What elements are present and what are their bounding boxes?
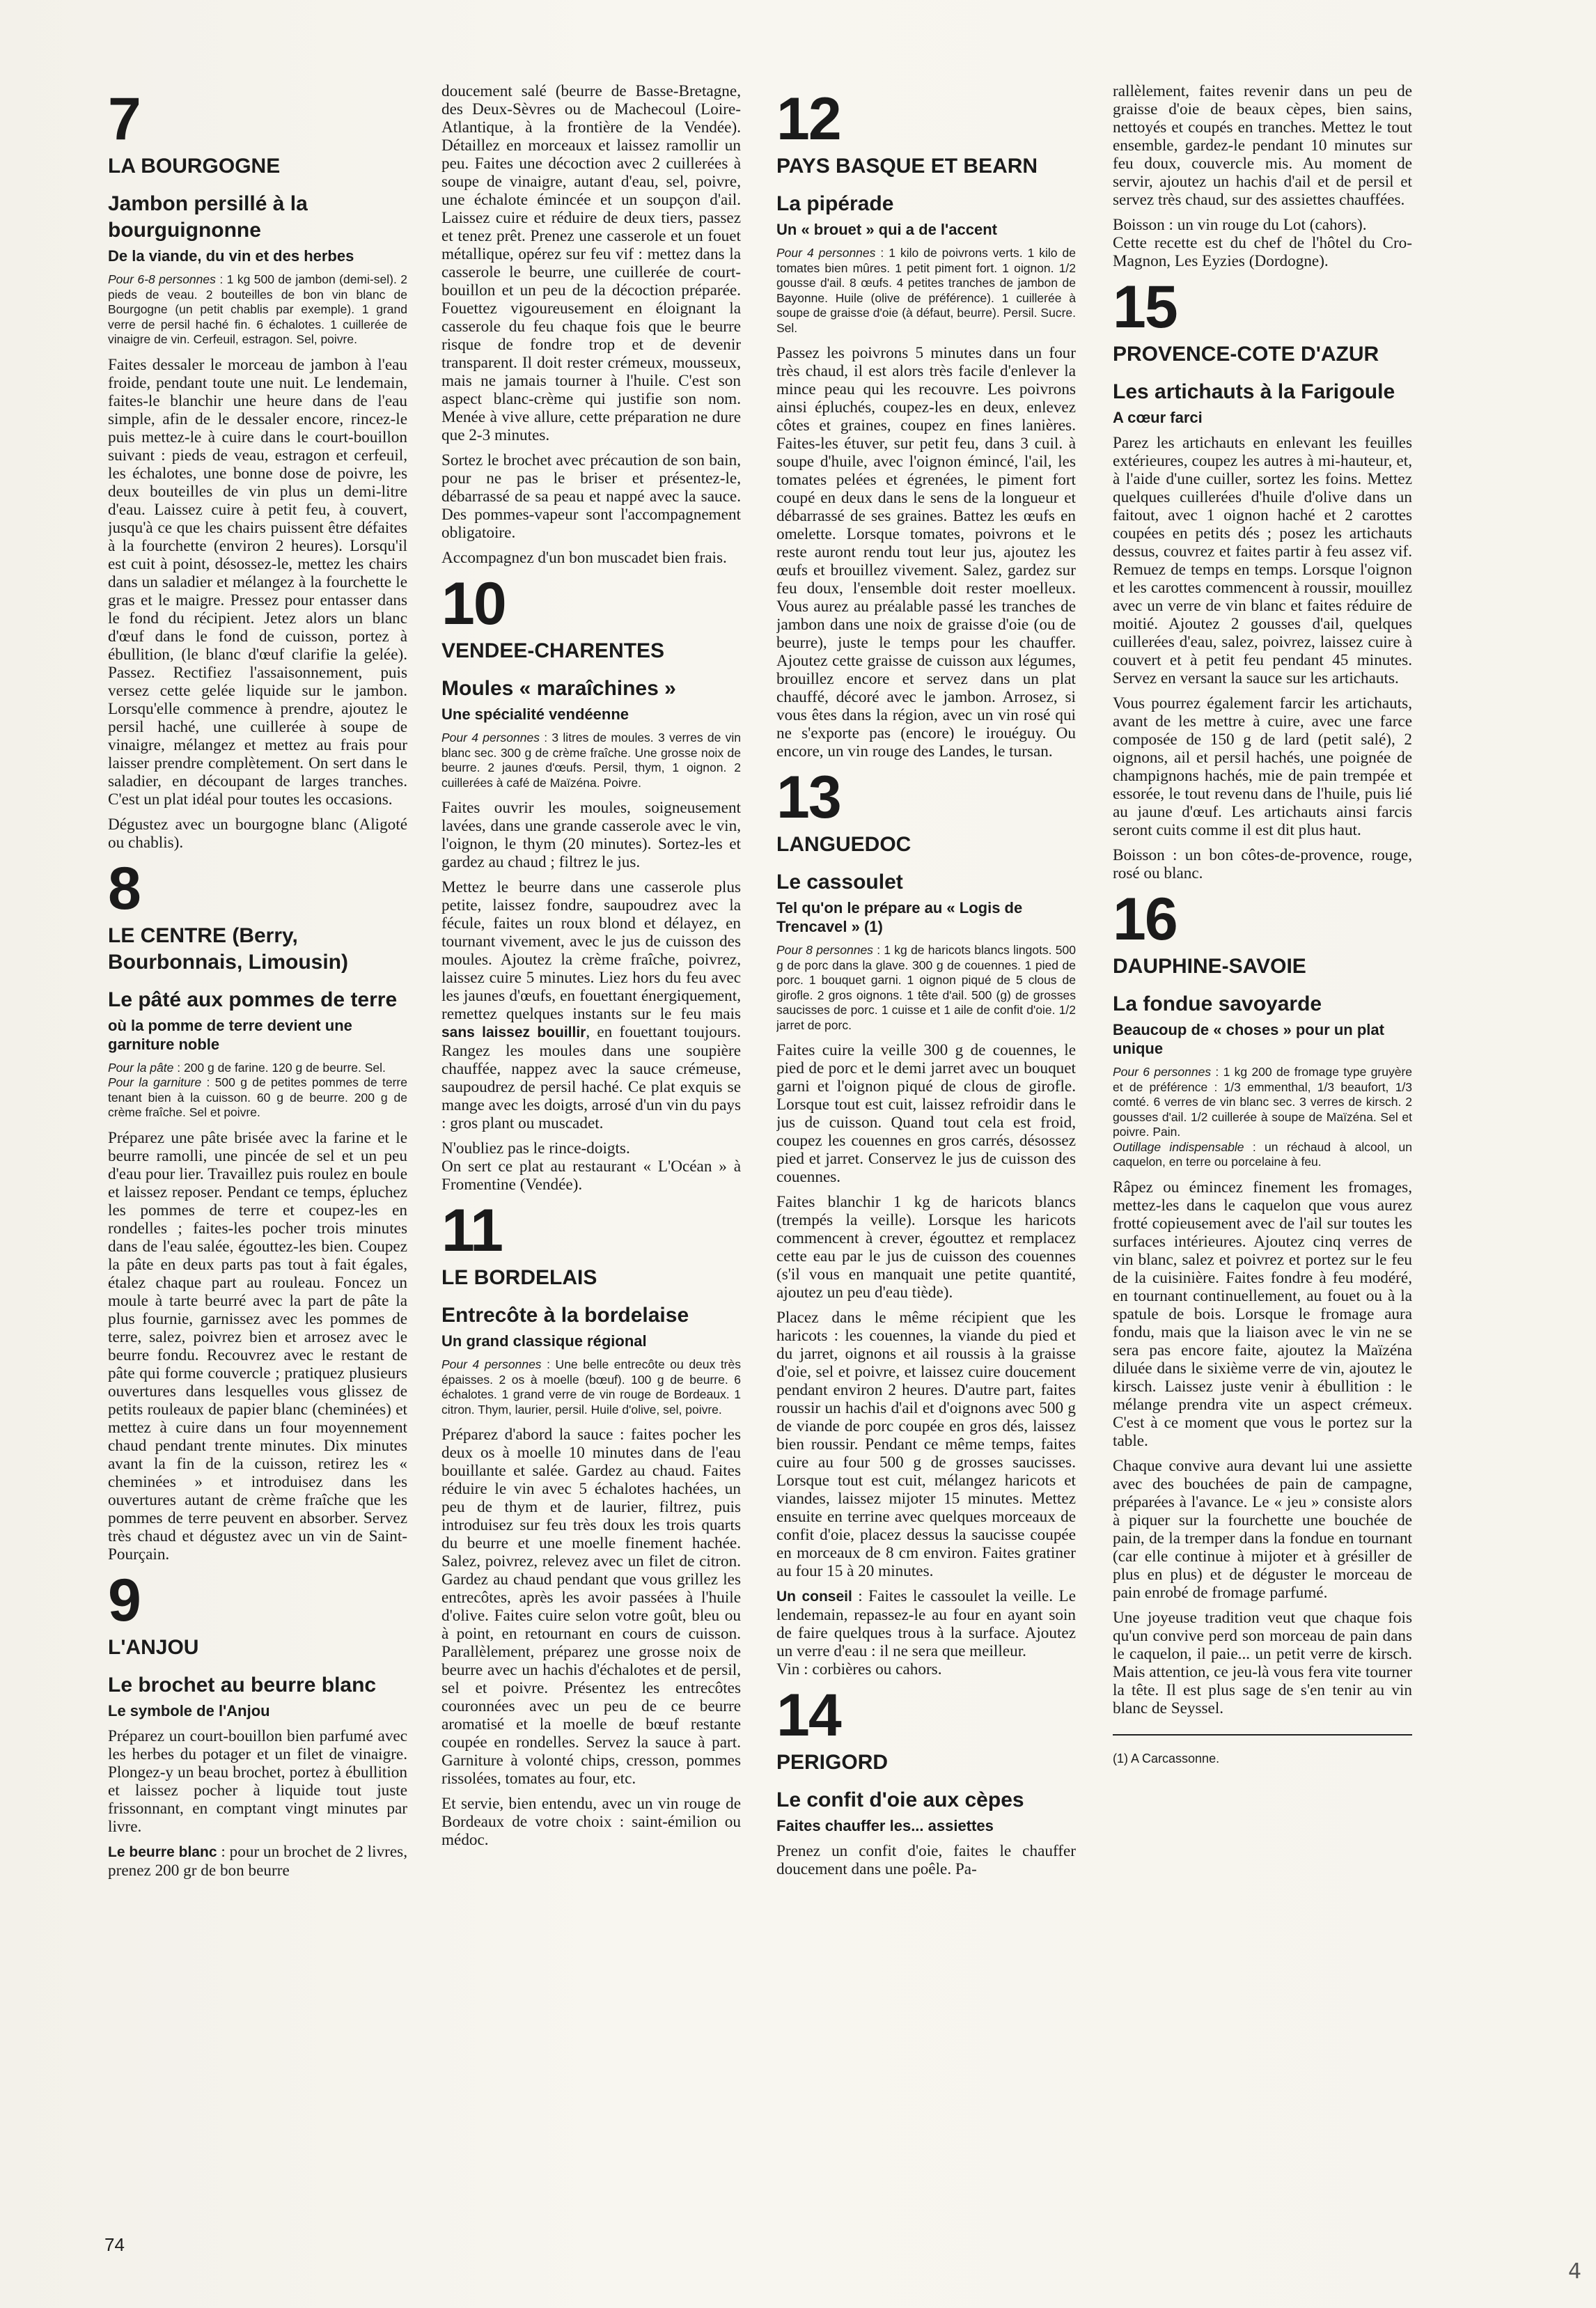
ingredients-text: : 200 g de farine. 120 g de beurre. Sel. — [173, 1060, 386, 1075]
paragraph-label: Un conseil — [776, 1589, 852, 1605]
dish-subtitle: De la viande, du vin et des herbes — [108, 247, 354, 265]
ingredients-label: Pour 4 personnes — [441, 731, 540, 744]
ingredients — [108, 272, 407, 348]
recipe-15 — [1113, 274, 1412, 882]
recipe-paragraph: Préparez un court-bouillon bien parfumé avec les herbes du potager et un filet de vinaigre. Plongez-y un beau brochet, portez à ébullition et laissez pocher à liquide tout juste frissonnant, en comptant vingt minutes par livre. — [108, 1726, 407, 1836]
recipe-number: 9 — [108, 1566, 140, 1634]
region-title: VENDEE-CHARENTES — [441, 639, 665, 662]
paragraph-label: Le beurre blanc — [108, 1843, 217, 1860]
dish-title: Le brochet au beurre blanc — [108, 1673, 377, 1697]
recipe-paragraph: Faites ouvrir les moules, soigneusement lavées, dans une grande casserole avec le vin, l'oignon, le thym (20 minutes). Sortez-les et gardez au chaud ; filtrez le jus. — [441, 799, 741, 871]
ingredients-text: : 1 kg 500 de jambon (demi-sel). 2 pieds de veau. 2 bouteilles de bon vin blanc de Bourgogne (un petit chablis par exemple). 1 grand verre de persil haché fin. 6 échalotes. 1 cuillerée de vinaigre de vin. Cerfeuil, estragon. Sel, poivre. — [108, 272, 407, 346]
region-title: DAUPHINE-SAVOIE — [1113, 955, 1306, 978]
recipe-paragraph: Placez dans le même récipient que les haricots : les couennes, la viande du pied et du jarret, oignons et ail roussis à la graisse d'oie, sel et poivre, et laissez cuire doucement pendant environ 2 heures. D'autre part, faites roussir un hachis d'ail et d'oignons avec 500 g de viande de porc coupée en gros dés, laissez bien roussir. Pendant ce même temps, faites cuire au four 500 g de grosses saucisses. Lorsque tout est cuit, mélangez haricots et viandes, laissez mijoter 15 minutes. Mettez ensuite en terrine avec quelques morceaux de confit d'oie, placez dessus la saucisse coupée en morceaux de 8 cm environ. Faites gratiner au four 15 à 20 minutes. — [776, 1309, 1076, 1580]
recipe-paragraph — [441, 878, 741, 1132]
ingredients — [441, 1357, 741, 1417]
paragraph-text: Mettez le beurre dans une casserole plus petite, laissez fondre, saupoudrez avec la fécule, faites un roux blond et délayez, en tournant vivement, avec le jus de cuisson des moules. Ajoutez la crème fraîche, poivrez, laissez cuire 5 minutes. Liez hors du feu avec les jaunes d'œufs, en fouettant énergiquement, remettez quelques instants sur le feu mais — [441, 878, 741, 1023]
recipe-number: 15 — [1113, 274, 1177, 341]
ingredients-text: : 1 kg de haricots blancs lingots. 500 g de porc dans la glave. 300 g de couennes. 1 pied de porc. 1 bouquet garni. 1 oignon piqué de 5 clous de girofle. 2 gros oignons. 1 tête d'ail. 500 (g) de grosses saucisses de porc. 1 cuisse et 1 aile de confit d'oie. 1/2 jarret de porc. — [776, 943, 1076, 1032]
recipe-number: 7 — [108, 86, 140, 153]
recipe-paragraph: Préparez une pâte brisée avec la farine et le beurre ramolli, une pincée de sel et un peu d'eau pour lier. Travaillez puis roulez en boule et laissez reposer. Pendant ce temps, épluchez les pommes de terre et coupez-les en rondelles ; faites-les pocher trois minutes dans de l'eau salée, égouttez-les bien. Coupez la pâte en deux parts pas tout à fait égales, étalez chaque part au rouleau. Foncez un moule à tarte beurré avec la part de pâte la plus fournie, garnissez avec les pommes de terre, salez, poivrez bien et arrosez avec le beurre fondu. Recouvrez avec le restant de pâte qui forme couvercle ; pratiquez plusieurs ouvertures dans lesquelles vous glissez de petits rouleaux de papier blanc (cheminées) et mettez à cuire dans un four moyennement chaud pendant trente minutes. Dix minutes avant la fin de la cuisson, retirez les « cheminées » et introduisez dans les ouvertures autant de crème fraîche que les pommes de terre peuvent en absorber. Servez très chaud et dégustez avec un vin de Saint-Pourçain. — [108, 1128, 407, 1564]
paragraph-text: , en fouettant toujours. Rangez les moules dans une soupière chauffée, nappez avec la sauce crémeuse, saupoudrez de persil haché. Ce plat exquis se mange avec les doigts, arrosé d'un vin du pays : gros plant ou muscadet. — [441, 1023, 741, 1132]
ingredients-text: : 1 kilo de poivrons verts. 1 kilo de tomates bien mûres. 1 petit piment fort. 1 oignon. 1/2 gousse d'ail. 8 œufs. 4 petites tranches de jambon de Bayonne. Huile (olive de préférence). 1 cuillerée à soupe de graisse d'oie (à défaut, beurre). Persil. Sucre. Sel. — [776, 246, 1076, 335]
paragraph-emphasis: sans laissez bouillir — [441, 1024, 586, 1040]
region-title: PERIGORD — [776, 1751, 889, 1774]
recipe-number: 13 — [776, 764, 840, 831]
region-title: PAYS BASQUE ET BEARN — [776, 155, 1038, 178]
recipe-paragraph: Dégustez avec un bourgogne blanc (Aligoté ou chablis). — [108, 815, 407, 852]
recipe-11 — [441, 1197, 741, 1849]
region-title: LA BOURGOGNE — [108, 155, 281, 178]
recipe-paragraph: Vin : corbières ou cahors. — [776, 1660, 942, 1678]
recipe-paragraph: doucement salé (beurre de Basse-Bretagne, des Deux-Sèvres ou de Machecoul (Loire-Atlantique, à la frontière de la Vendée). Détaillez en morceaux et laissez ramollir un peu. Faites une décoction avec 2 cuillerées à soupe de vinaigre, autant d'eau, sel, poivre, une échalote émincée et un soupçon d'ail. Laissez cuire et réduire de deux tiers, passez et tenez prêt. Prenez une casserole et un fouet métallique, opérez sur feu vif : mettez dans la casserole le beurre, une cuillerée de court-bouillon et un peu de la décoction préparée. Fouettez vigoureusement en éloignant la casserole du feu chaque fois que le beurre risque de fondre trop et de devenir transparent. Il doit rester crémeux, mousseux, mais ne jamais tourner à l'huile. C'est son aspect blanc-crème qui justifie son nom. Menée à vive allure, cette préparation ne dure que 2-3 minutes. — [441, 82, 741, 444]
dish-title: Entrecôte à la bordelaise — [441, 1304, 689, 1327]
ingredients — [776, 246, 1076, 336]
recipe-paragraph: Faites dessaler le morceau de jambon à l'eau froide, pendant toute une nuit. Le lendemain, faites-le blanchir une heure dans de l'eau simple, afin de le dessaler encore, rincez-le puis mettez-le à cuire dans le court-bouillon suivant : pieds de veau, estragon et cerfeuil, les échalotes, une bonne dose de poivre, les deux bouteilles de vin plus un demi-litre d'eau. Laissez cuire à petit feu, à couvert, jusqu'à ce que les chairs puissent être défaites à la fourchette (environ 2 heures). Lorsqu'il est cuit à point, désossez-le, mettez les chairs dans un saladier et mélangez à la fourchette le gras et le maigre. Pressez pour entasser dans le fond du récipient. Jetez alors un blanc d'œuf dans le fond de cuisson, portez à ébullition, (le blanc d'œuf clarifie la gelée). Passez. Rectifiez l'assaisonnement, puis versez cette gelée liquide sur le jambon. Lorsqu'elle commence à prendre, ajoutez le persil haché, une cuillerée à soupe de vinaigre, mélangez et mettez au frais pour laisser prendre complètement. On sert dans le saladier, en découpant de larges tranches. C'est un plat idéal pour toutes les occasions. — [108, 355, 407, 809]
page-number: 74 — [104, 2234, 125, 2255]
recipe-paragraph: Et servie, bien entendu, avec un vin rouge de Bordeaux de votre choix : saint-émilion ou médoc. — [441, 1795, 741, 1849]
region-title: PROVENCE-COTE D'AZUR — [1113, 343, 1379, 366]
ingredients-label: Pour la garniture — [108, 1075, 202, 1089]
dish-title: Le cassoulet — [776, 871, 903, 894]
ingredients-text: : un réchaud à alcool, un caquelon, en terre ou porcelaine à feu. — [1113, 1139, 1412, 1169]
paragraph-text: : Faites le cassoulet la veille. Le lendemain, repassez-le au four en ayant soin de faire quelques trous à la surface. Ajoutez un verre d'eau : il ne sera que meilleur. — [776, 1587, 1076, 1660]
recipe-paragraph: Chaque convive aura devant lui une assiette avec des bouchées de pain de campagne, préparées à l'avance. Le « jeu » consiste alors à piquer sur la fourchette une bouchée de pain, de la tremper dans la fondue en tournant (car elle continue à mijoter et à grésiller de plus en plus) et de déguster le morceau de pain enrobé de fromage parfumé. — [1113, 1456, 1412, 1602]
recipe-16 — [1113, 886, 1412, 1717]
ingredients-text: : 1 kg 200 de fromage type gruyère et de préférence : 1/3 emmenthal, 1/3 beaufort, 1/3 comté. 6 verres de vin blanc sec. 3 verres de kirsch. 2 gousses d'ail. 1/2 cuillerée à soupe de Maïzéna. Sel et poivre. Pain. — [1113, 1065, 1412, 1139]
paragraph-text: : pour un brochet de 2 livres, prenez 200 gr de bon beurre — [108, 1842, 407, 1880]
corner-mark: 4 — [1568, 2259, 1582, 2284]
recipe-paragraph: Boisson : un vin rouge du Lot (cahors). — [1113, 216, 1367, 234]
dish-subtitle: Faites chauffer les... assiettes — [776, 1817, 994, 1834]
ingredients — [1113, 1065, 1412, 1170]
ingredients-label: Pour 4 personnes — [441, 1357, 542, 1371]
dish-subtitle: où la pomme de terre devient une garniture noble — [108, 1016, 352, 1053]
recipe-paragraph: On sert ce plat au restaurant « L'Océan » à Fromentine (Vendée). — [441, 1157, 741, 1194]
dish-title: Moules « maraîchines » — [441, 677, 676, 700]
region-title: L'ANJOU — [108, 1635, 199, 1659]
recipe-paragraph: Préparez d'abord la sauce : faites pocher les deux os à moelle 10 minutes dans de l'eau bouillante et salée. Gardez au chaud. Faites réduire le vin avec 5 échalotes hachées, un peu de thym et de laurier, filtrez, puis introduisez sur feu très doux les trois quarts du beurre et une moelle finement hachée. Salez, poivrez, relevez avec un filet de citron. Gardez au chaud pendant que vous grillez les entrecôtes, après les avoir passées à l'huile d'olive. Faites cuire selon votre goût, bleu ou à point, en retournant en cours de cuisson. Parallèlement, préparez une grosse noix de beurre avec un hachis d'échalotes et de persil, sel et poivre. Présentez les entrecôtes couronnées avec un peu de ce beurre aromatisé et la moelle de bœuf restante coupée en rondelles. Servez la sauce à part. Garniture à volonté chips, cresson, pommes rissolées, tomates au four, etc. — [441, 1426, 741, 1788]
ingredients-label: Pour 4 personnes — [776, 246, 876, 260]
recipe-number: 14 — [776, 1682, 840, 1749]
dish-subtitle: Un « brouet » qui a de l'accent — [776, 221, 997, 238]
recipe-14 — [776, 1682, 1076, 1878]
column-4 — [1113, 82, 1412, 2227]
column-1 — [108, 82, 407, 2227]
recipe-paragraph: Sortez le brochet avec précaution de son bain, pour ne pas le briser et présentez-le, débarrassé de sa peau et nappé avec la sauce. Des pommes-vapeur sont l'accompagnement obligatoire. — [441, 451, 741, 542]
ingredients — [108, 1061, 407, 1121]
recipe-paragraph: Cette recette est du chef de l'hôtel du Cro-Magnon, Les Eyzies (Dordogne). — [1113, 234, 1412, 270]
recipe-paragraph: Râpez ou émincez finement les fromages, mettez-les dans le caquelon que vous aurez frotté copieusement avec de l'ail sur toutes les surfaces intérieures. Ajoutez cinq verres de vin blanc, salez et poivrez et portez sur le feu de la cuisinière. Faites fondre à feu modéré, en tournant continuellement, au fouet ou à la spatule de bois. Lorsque le fromage aura fondu, mais que la liaison avec le vin ne se sera pas encore faite, ajoutez la Maïzéna diluée dans le sixième verre de vin, ajoutez le kirsch. Laissez juste venir à ébullition : le mélange prendra vite un aspect crémeux. C'est à ce moment que vous le portez sur la table. — [1113, 1178, 1412, 1450]
recipe-paragraph: Vous pourrez également farcir les artichauts, avant de les mettre à cuire, avec une farce composée de 150 g de lard (petit salé), 2 oignons, ail et persil hachés, une poignée de champignons hachés, mie de pain trempée et essorée, le tout revenu dans de l'huile, puis lié au jaune d'œuf. Les artichauts ainsi farcis seront cuits comme il est dit plus haut. — [1113, 694, 1412, 839]
dish-title: Jambon persillé à la bourguignonne — [108, 192, 308, 242]
recipe-8 — [108, 855, 407, 1564]
ingredients-label: Pour 6 personnes — [1113, 1065, 1212, 1079]
dish-subtitle: A cœur farci — [1113, 409, 1203, 426]
recipe-number: 11 — [441, 1197, 502, 1264]
region-title: LE CENTRE (Berry, Bourbonnais, Limousin) — [108, 923, 348, 974]
dish-subtitle: Beaucoup de « choses » pour un plat unique — [1113, 1021, 1384, 1057]
recipe-paragraph: rallèlement, faites revenir dans un peu de graisse d'oie de beaux cèpes, bien sains, nettoyés et coupés en tranches. Mettez le tout ensemble, gardez-le pendant 10 minutes sur feu doux, couvercle mis. Au moment de servir, ajoutez un hachis d'ail et de persil et servez très chaud, sur des assiettes chauffées. — [1113, 82, 1412, 209]
column-2 — [441, 82, 741, 2227]
recipe-number: 12 — [776, 86, 840, 153]
ingredients-text: : Une belle entrecôte ou deux très épaisses. 2 os à moelle (bœuf). 100 g de beurre. 6 échalotes. 1 grand verre de vin rouge de Bordeaux. 1 citron. Thym, laurier, persil. Huile d'olive, sel, poivre. — [441, 1357, 741, 1417]
dish-subtitle: Une spécialité vendéenne — [441, 705, 629, 723]
recipe-12 — [776, 86, 1076, 761]
footnote-rule — [1113, 1734, 1412, 1736]
recipe-paragraph: Accompagnez d'un bon muscadet bien frais. — [441, 549, 727, 567]
footnote: (1) A Carcassonne. — [1113, 1751, 1220, 1765]
recipe-paragraph: Faites blanchir 1 kg de haricots blancs (trempés la veille). Lorsque les haricots commencent à crever, égouttez et remplacez cette eau par le jus de cuisson des couennes (s'il vous en manquait une petite quantité, ajoutez un peu d'eau tiède). — [776, 1193, 1076, 1302]
ingredients-label: Pour la pâte — [108, 1060, 174, 1075]
recipe-number: 16 — [1113, 886, 1177, 953]
dish-subtitle: Un grand classique régional — [441, 1332, 647, 1350]
recipe-paragraph — [776, 1587, 1076, 1660]
region-title: LANGUEDOC — [776, 833, 912, 856]
recipe-paragraph: Faites cuire la veille 300 g de couennes, le pied de porc et le demi jarret avec un bouquet garni et l'oignon piqué de clous de girofle. Lorsque tout est cuit, laissez refroidir dans le jus de cuisson. Quand tout cela est froid, coupez les couennes en gros carrés, désossez pied et jarret. Conservez le jus de cuisson des couennes. — [776, 1041, 1076, 1186]
ingredients-label: Outillage indispensable — [1113, 1139, 1244, 1154]
column-3 — [776, 82, 1076, 2227]
recipe-paragraph: Parez les artichauts en enlevant les feuilles extérieures, coupez les autres à mi-hauteur, et, à l'aide d'une cuiller, sortez les foins. Mettez quelques cuillerées d'huile d'olive dans un faitout, avec 1 oignon haché et 2 carottes coupées en petits dés ; posez les artichauts dessus, couvrez et faites partir à feu assez vif. Remuez de temps en temps. Lorsque l'oignon et les carottes commencent à roussir, mouillez avec un verre de vin blanc et faites réduire de moitié. Ajoutez 2 gousses d'ail, quelques cuillerées d'eau, salez, poivrez, laissez cuire à couvert et à petit feu pendant 45 minutes. Servez en versant la sauce sur les artichauts. — [1113, 434, 1412, 687]
dish-subtitle: Tel qu'on le prépare au « Logis de Trencavel » (1) — [776, 899, 1023, 935]
recipe-10 — [441, 570, 741, 1194]
recipe-paragraph — [108, 1843, 407, 1880]
dish-title: Les artichauts à la Farigoule — [1113, 380, 1395, 403]
dish-title: La fondue savoyarde — [1113, 992, 1322, 1015]
dish-subtitle: Le symbole de l'Anjou — [108, 1701, 270, 1720]
recipe-paragraph: N'oubliez pas le rince-doigts. — [441, 1139, 630, 1157]
recipe-paragraph: Passez les poivrons 5 minutes dans un four très chaud, il est alors très facile d'enlever la mince peau qui les recouvre. Les poivrons ainsi épluchés, coupez-les en deux, enlevez côtes et graines, coupez en fines lanières. Faites-les étuver, sur petit feu, dans 3 cuil. à soupe d'huile, avec l'oignon émincé, l'ail, les tomates pelées et égrenées, le piment fort coupé en deux dans le sens de la longueur et débarrassé de ses graines. Battez les œufs en omelette. Lorsque tomates, poivrons et le reste auront rendu tout leur jus, ajoutez les œufs et brouillez vivement. Salez, gardez sur feu doux, l'ensemble doit rester moelleux. Vous aurez au préalable passé les tranches de jambon dans une noix de graisse d'oie (ou de beurre), juste le temps pour les chauffer. Ajoutez cette graisse de cuisson aux légumes, brouillez encore et servez dans un plat chauffé, décoré avec le jambon. Arrosez, si vous êtes dans la région, avec un vin rosé qui ne s'exporte pas (encore) le irouéguy. Ou encore, un vin rouge des Landes, le tursan. — [776, 344, 1076, 761]
dish-title: Le confit d'oie aux cèpes — [776, 1788, 1024, 1811]
dish-title: La pipérade — [776, 192, 894, 215]
recipe-9 — [108, 1566, 407, 1880]
recipe-paragraph: Prenez un confit d'oie, faites le chauffer doucement dans une poêle. Pa- — [776, 1842, 1076, 1878]
recipe-13 — [776, 764, 1076, 1678]
ingredients — [776, 943, 1076, 1033]
region-title: LE BORDELAIS — [441, 1266, 597, 1289]
recipe-paragraph: Une joyeuse tradition veut que chaque fois qu'un convive perd son morceau de pain dans le caquelon, il paie... un petit verre de kirsch. Mais attention, ce jeu-là vous fera vite tourner la tête. Il est plus sage de s'en tenir au vin blanc de Seyssel. — [1113, 1608, 1412, 1717]
ingredients-label: Pour 6-8 personnes — [108, 272, 216, 286]
ingredients-text: : 500 g de petites pommes de terre tenant bien à la cuisson. 60 g de beurre. 200 g de crème fraîche. Sel et poivre. — [108, 1075, 407, 1119]
recipe-number: 8 — [108, 855, 140, 922]
recipe-paragraph: Boisson : un bon côtes-de-provence, rouge, rosé ou blanc. — [1113, 846, 1412, 882]
ingredients-text: : 3 litres de moules. 3 verres de vin blanc sec. 300 g de crème fraîche. Une grosse noix de beurre. 2 jaunes d'œufs. Persil, thym, 1 oignon. 2 cuillerées à café de Maïzéna. Poivre. — [441, 731, 741, 790]
ingredients-label: Pour 8 personnes — [776, 943, 873, 957]
dish-title: Le pâté aux pommes de terre — [108, 988, 398, 1011]
ingredients — [441, 731, 741, 790]
recipe-number: 10 — [441, 570, 506, 637]
recipe-7 — [108, 86, 407, 852]
